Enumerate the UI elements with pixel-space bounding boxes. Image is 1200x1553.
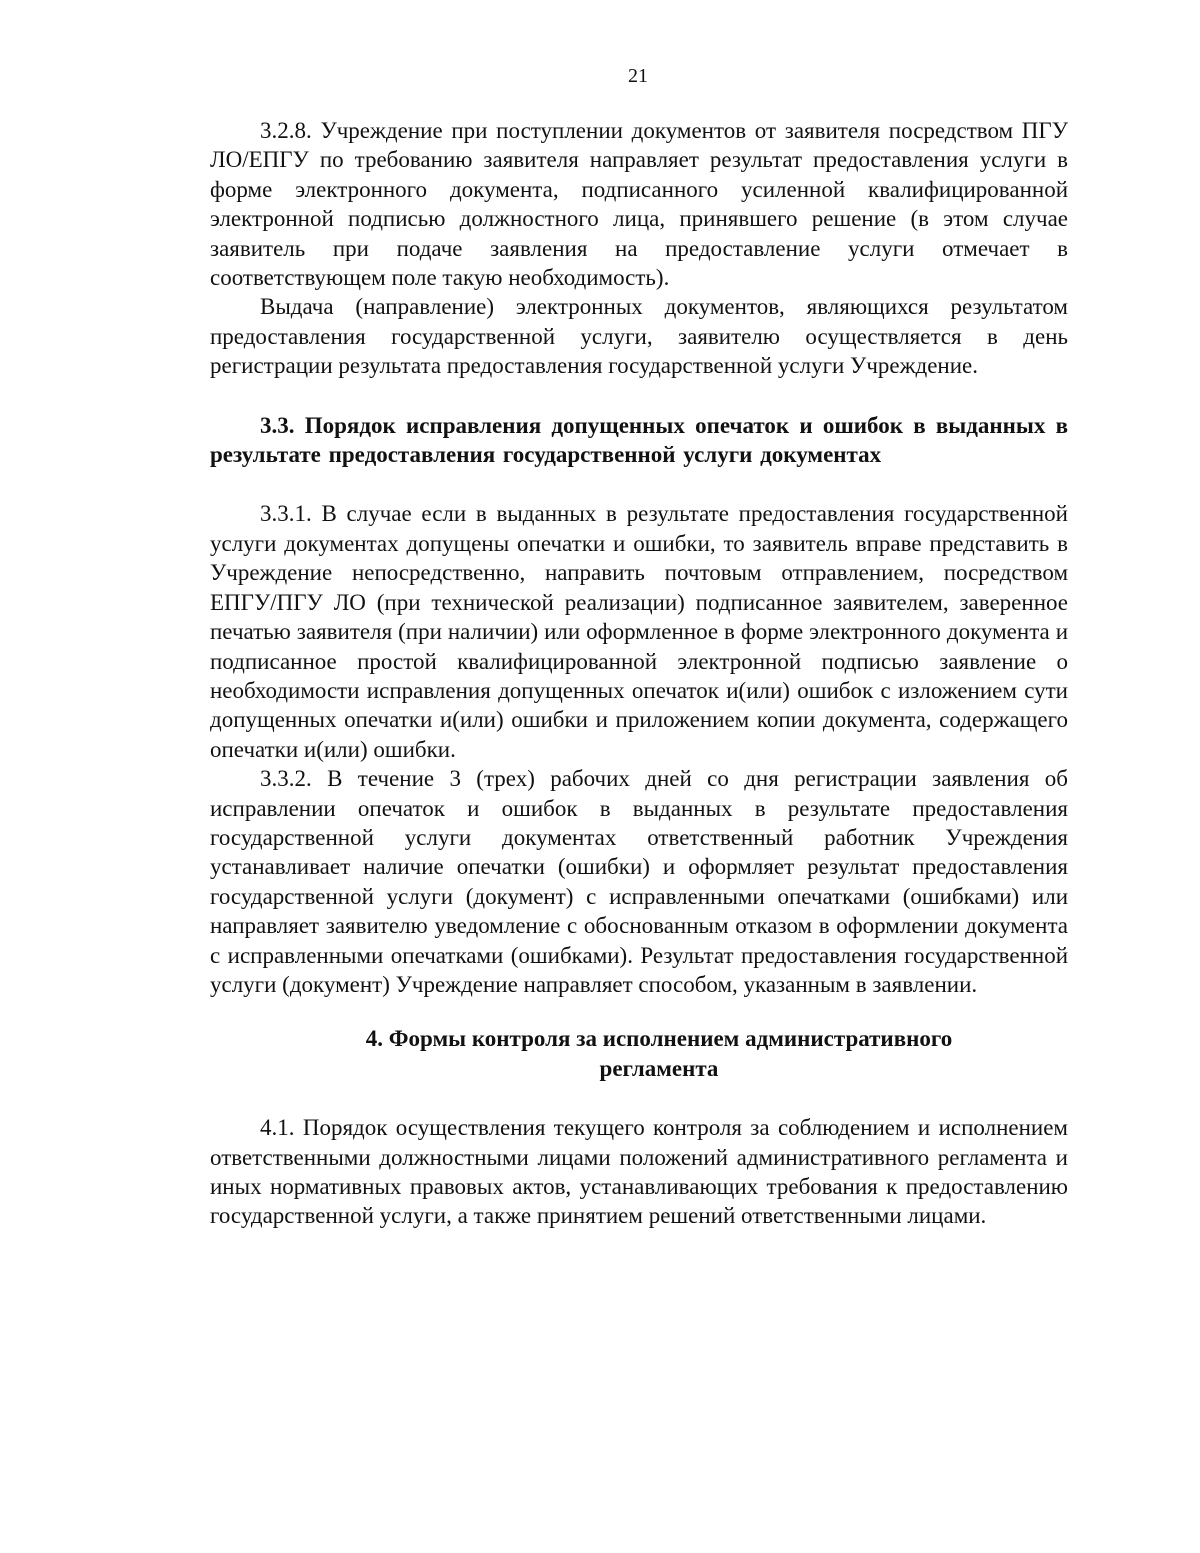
spacer bbox=[210, 381, 1068, 411]
section-heading-4-line-1: 4. Формы контроля за исполнением административного bbox=[365, 1026, 953, 1052]
paragraph-4-1: 4.1. Порядок осуществления текущего контроля за соблюдением и исполнением ответственными должностными лицами положений административного регламента и иных нормативных правовых актов, устанавливающих требования к предоставлению государственной услуги, а также принятием решений ответственными лицами. bbox=[210, 1115, 1068, 1229]
spacer bbox=[210, 469, 1068, 499]
spacer bbox=[210, 999, 1068, 1024]
section-heading-4 bbox=[210, 1024, 1068, 1083]
paragraph-3-2-8: 3.2.8. Учреждение при поступлении документов от заявителя посредством ПГУ ЛО/ЕПГУ по требованию заявителя направляет результат предоставления услуги в форме электронного документа, подписанного усиленной квалифицированной электронной подписью должностного лица, принявшего решение (в этом случае заявитель при подаче заявления на предоставление услуги отмечает в соответствующем поле такую необходимость). bbox=[210, 118, 1068, 291]
page-number: 21 bbox=[628, 65, 648, 87]
document-body bbox=[210, 116, 1068, 1231]
section-heading-3-3: 3.3. Порядок исправления допущенных опечаток и ошибок в выданных в результате предоставления государственной услуги документах bbox=[210, 412, 1068, 468]
paragraph-3-3-1: 3.3.1. В случае если в выданных в результате предоставления государственной услуги документах допущены опечатки и ошибки, то заявитель вправе представить в Учреждение непосредственно, направить почтовым отправлением, посредством ЕПГУ/ПГУ ЛО (при технической реализации) подписанное заявителем, заверенное печатью заявителя (при наличии) или оформленное в форме электронного документа и подписанное простой квалифицированной электронной подписью заявление о необходимости исправления допущенных опечаток и(или) ошибок с изложением сути допущенных опечатки и(или) ошибки и приложением копии документа, содержащего опечатки и(или) ошибки. bbox=[210, 501, 1068, 762]
section-heading-4-line-2: регламента bbox=[599, 1055, 719, 1081]
paragraph-3-3-2: 3.3.2. В течение 3 (трех) рабочих дней со дня регистрации заявления об исправлении опечаток и ошибок в выданных в результате предоставления государственной услуги документах ответственный работник Учреждения устанавливает наличие опечатки (ошибки) и оформляет результат предоставления государственной услуги (документ) с исправленными опечатками (ошибками) или направляет заявителю уведомление с обоснованным отказом в оформлении документа с исправленными опечатками (ошибками). Результат предоставления государственной услуги (документ) Учреждение направляет способом, указанным в заявлении. bbox=[210, 766, 1068, 997]
paragraph-issue-electronic-documents: Выдача (направление) электронных документов, являющихся результатом предоставления государственной услуги, заявителю осуществляется в день регистрации результата предоставления государственной услуги Учреждение. bbox=[210, 294, 1068, 379]
spacer bbox=[210, 1083, 1068, 1113]
